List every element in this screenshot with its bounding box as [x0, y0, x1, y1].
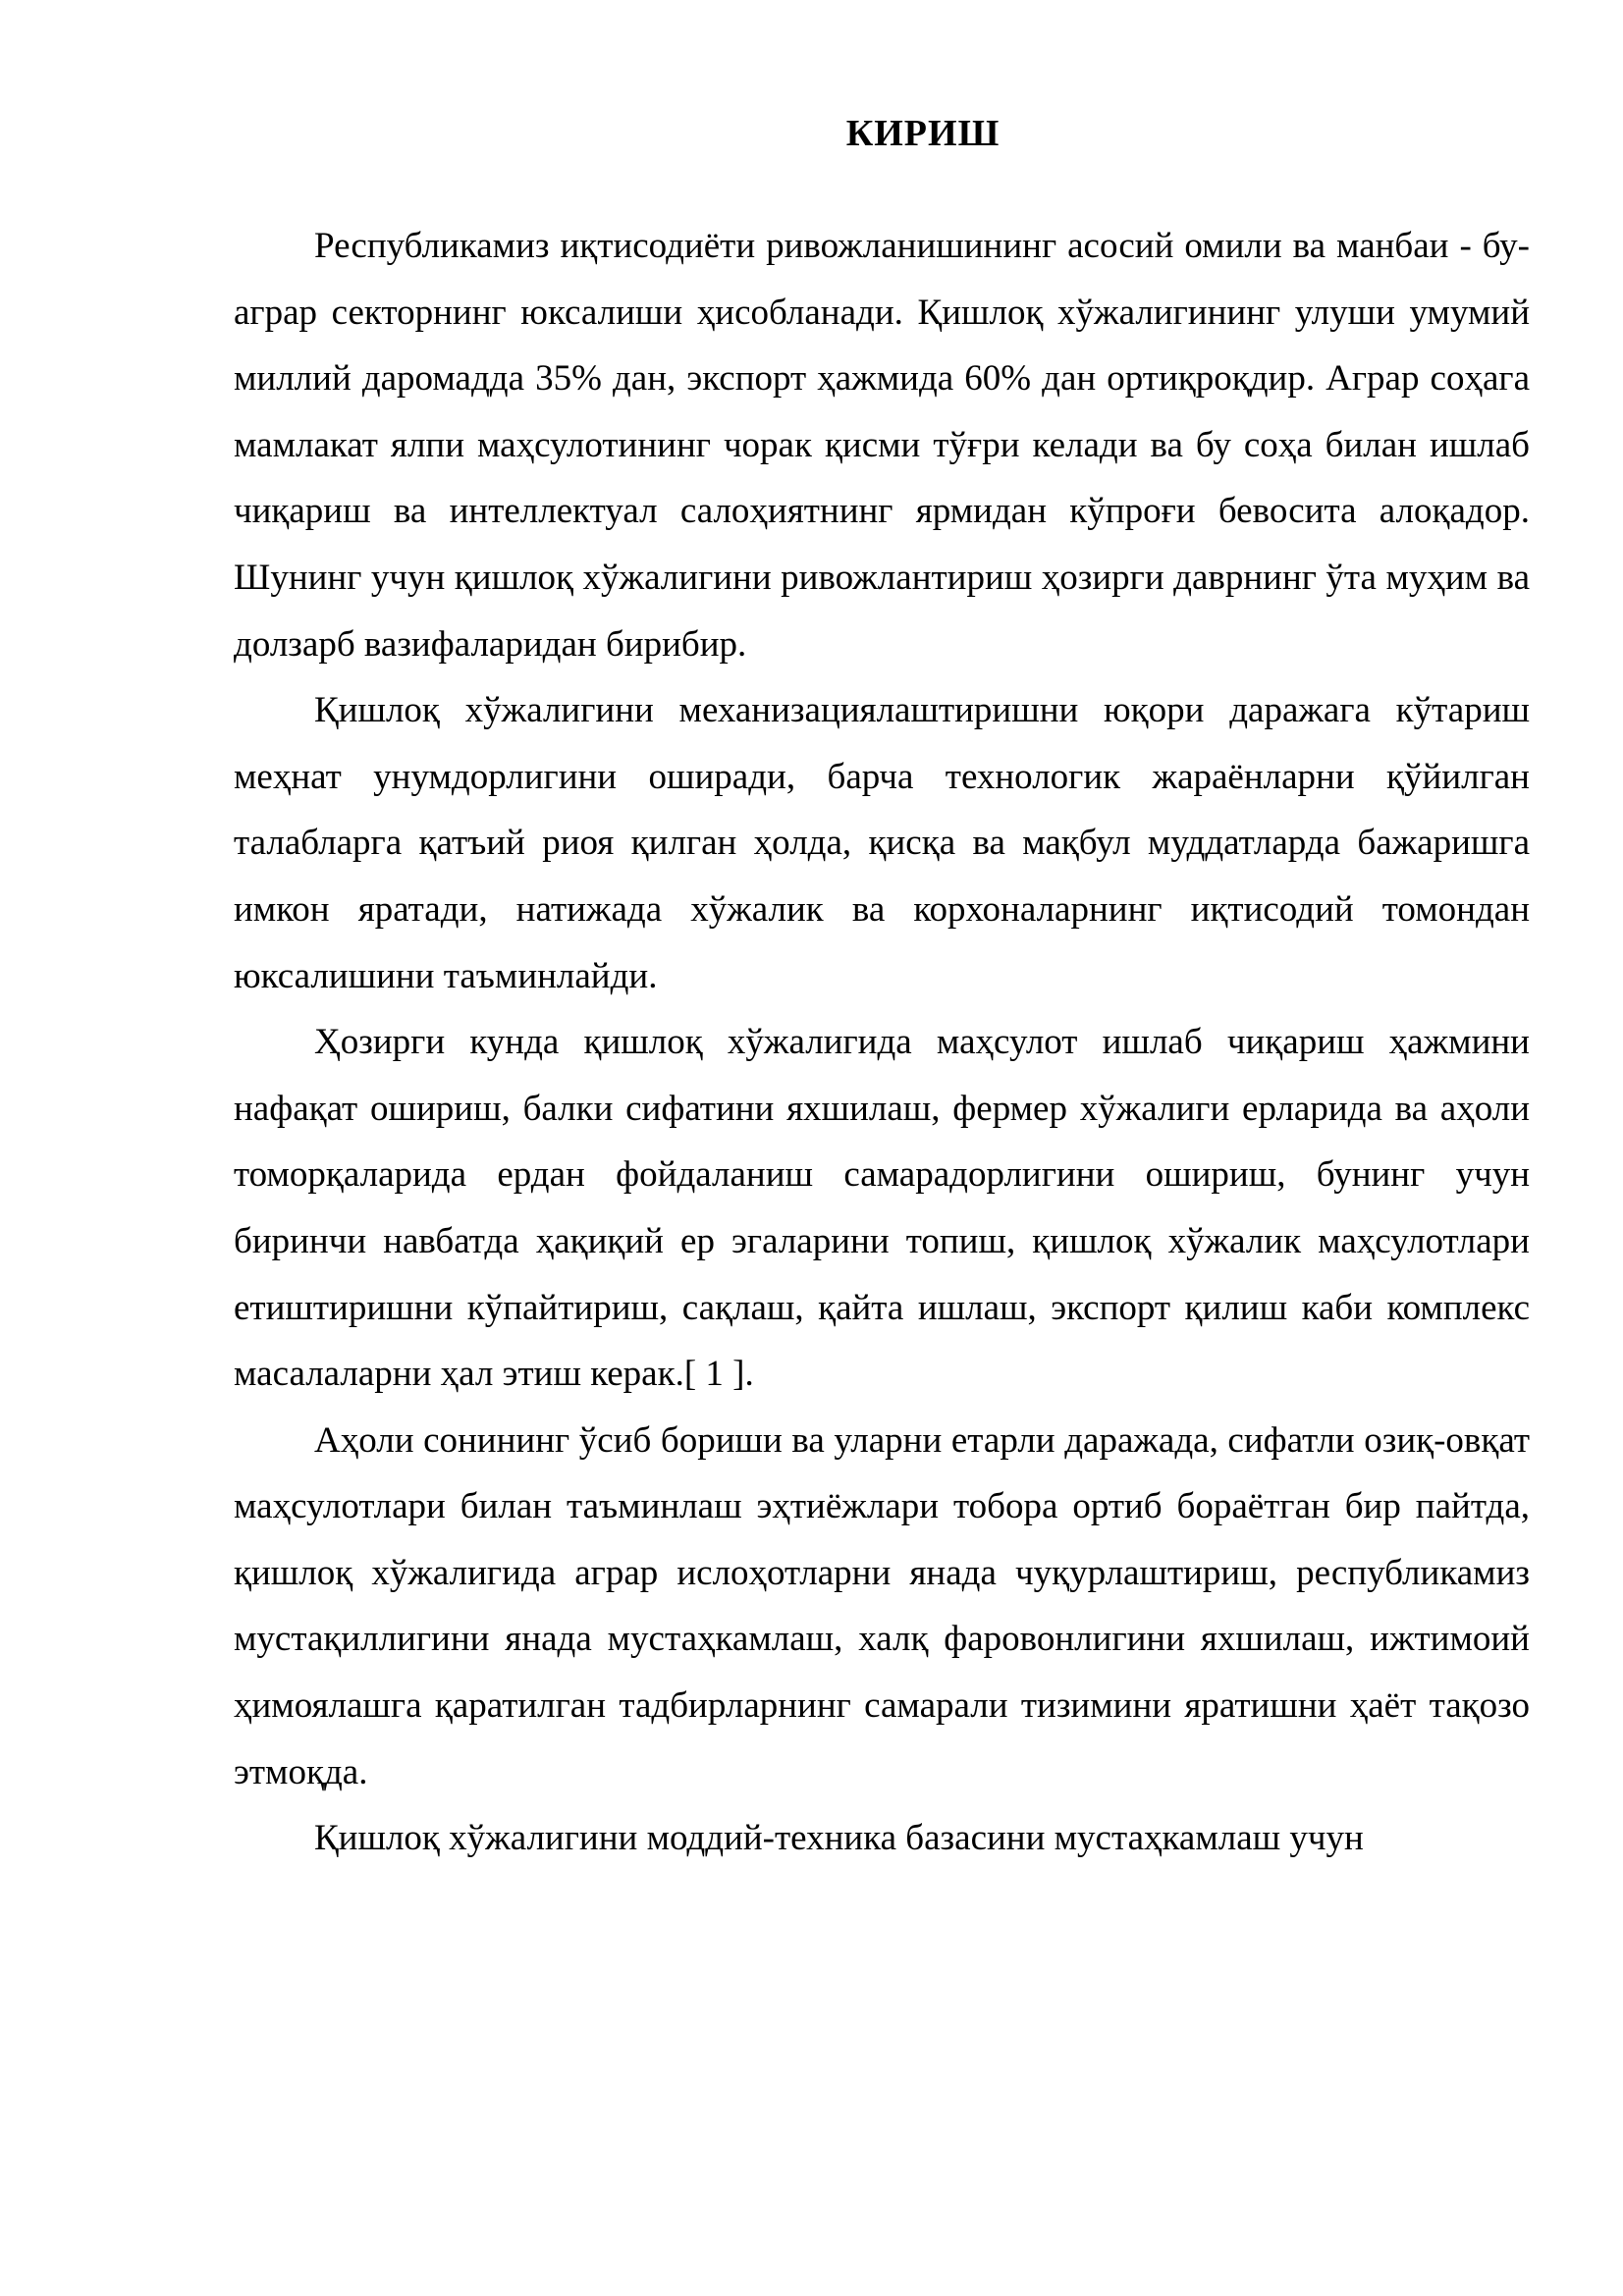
document-body — [234, 213, 1530, 1872]
page-title: КИРИШ — [845, 113, 1001, 154]
paragraph-5: Қишлоқ хўжалигини моддий-техника базасини мустаҳкамлаш учун — [314, 1818, 1364, 1859]
paragraph-3: Ҳозирги кунда қишлоқ хўжалигида маҳсулот ишлаб чиқариш ҳажмини нафақат ошириш, балки сифатини яхшилаш, фермер хўжалиги ерларида ва аҳоли томорқаларида ердан фойдаланиш самарадорлигини ошириш, бунинг учун биринчи навбатда ҳақиқий ер эгаларини топиш, қишлоқ хўжалик маҳсулотлари етиштиришни кўпайтириш, сақлаш, қайта ишлаш, экспорт қилиш каби комплекс масалаларни ҳал этиш керак.[ 1 ]. — [234, 1022, 1530, 1395]
paragraph-2: Қишлоқ хўжалигини механизациялаштиришни юқори даражага кўтариш меҳнат унумдорлигини оширади, барча технологик жараёнларни қўйилган талабларга қатъий риоя қилган ҳолда, қисқа ва мақбул муддатларда бажаришга имкон яратади, натижада хўжалик ва корхоналарнинг иқтисодий томондан юксалишини таъминлайди. — [234, 690, 1530, 996]
paragraph-1: Республикамиз иқтисодиёти ривожланишининг асосий омили ва манбаи - бу- аграр секторнинг юксалиши ҳисобланади. Қишлоқ хўжалигининг улуши умумий миллий даромадда 35% дан, экспорт ҳажмида 60% дан ортиқроқдир. Аграр соҳага мамлакат ялпи маҳсулотининг чорак қисми тўғри келади ва бу соҳа билан ишлаб чиқариш ва интеллектуал салоҳиятнинг ярмидан кўпроғи бевосита алоқадор. Шунинг учун қишлоқ хўжалигини ривожлантириш ҳозирги даврнинг ўта муҳим ва долзарб вазифаларидан бирибир. — [234, 226, 1530, 665]
paragraph-4: Аҳоли сонининг ўсиб бориши ва уларни етарли даражада, сифатли озиқ-овқат маҳсулотлари билан таъминлаш эҳтиёжлари тобора ортиб бораётган бир пайтда, қишлоқ хўжалигида аграр ислоҳотларни янада чуқурлаштириш, республикамиз мустақиллигини янада мустаҳкамлаш, халқ фаровонлигини яхшилаш, ижтимоий ҳимоялашга қаратилган тадбирларнинг самарали тизимини яратишни ҳаёт тақозо этмоқда. — [234, 1419, 1530, 1792]
